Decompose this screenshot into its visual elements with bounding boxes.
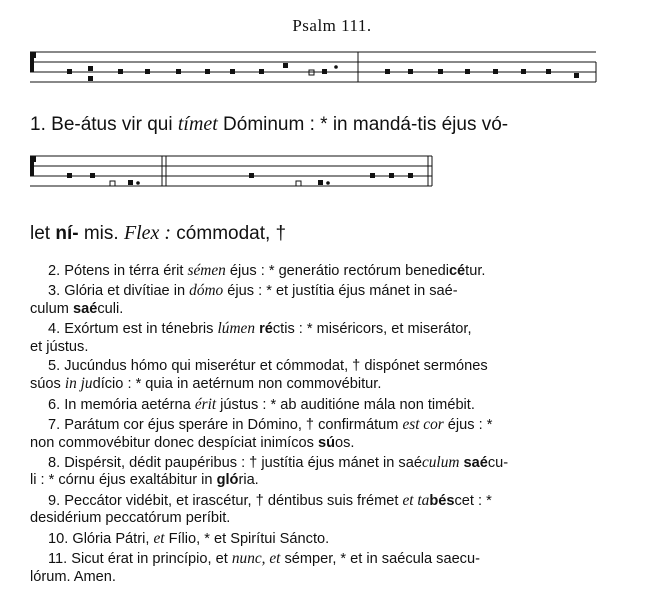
verse-text: saé — [72, 300, 98, 317]
verse-text: 8. Dispérsit, dédit paupéribus : † justítia éjus mánet in saé — [48, 455, 422, 472]
verse-text: lúmen — [217, 320, 255, 338]
verse-text: culum — [421, 454, 460, 472]
verse-text: non commovébitur donec despíciat inimícos — [30, 434, 318, 451]
verse-text: 9. Peccátor vidébit, et irascétur, † déntibus suis frémet — [48, 492, 403, 509]
verse-text: sú — [317, 434, 335, 451]
verse-text: os. — [335, 434, 355, 451]
verse-text: cu- — [487, 455, 509, 472]
verse-line — [30, 301, 600, 318]
verse-text: saé — [463, 455, 488, 472]
verse-line — [30, 339, 600, 356]
verse-text: ré — [259, 321, 273, 338]
verse-line — [30, 510, 600, 527]
verse-1-line-2: let ní- mis. Flex : cómmodat, † — [30, 222, 287, 244]
verse-text: 3. Glória et divítiae in — [48, 283, 190, 300]
verse-text: jústus : * ab auditióne mála non timébit. — [216, 396, 475, 413]
verse-text: ria. — [238, 472, 259, 489]
verse-text: in ju — [64, 375, 93, 393]
verse-text: dómo — [189, 282, 224, 300]
verse-text: dício : * quia in aetérnum non commovébitur. — [92, 376, 382, 393]
verse-line — [30, 320, 600, 338]
verse-text: sémen — [187, 262, 226, 279]
verse-line — [30, 454, 600, 472]
verse-line — [30, 282, 600, 300]
verse-text: súos — [30, 376, 65, 393]
verse-text: tur. — [465, 263, 486, 279]
verse-text: cé — [448, 263, 466, 279]
verse-text: érit — [194, 395, 217, 413]
verse-line — [30, 569, 600, 586]
verse-line — [30, 375, 600, 393]
verse-text: bés — [429, 492, 455, 509]
verse-text: 2. Pótens in térra érit — [48, 263, 188, 279]
verse — [30, 550, 600, 586]
verse-line — [30, 358, 600, 375]
verse — [30, 320, 600, 356]
verse-text: et jústus. — [30, 338, 89, 355]
verse-line — [30, 492, 600, 510]
verse-text: desidérium peccatórum períbit. — [30, 510, 231, 527]
verse-text: cet : * — [454, 492, 492, 509]
verse-text: et ta — [402, 491, 430, 509]
chant-staff-2 — [0, 140, 664, 220]
verse — [30, 282, 600, 318]
verse-line — [30, 396, 600, 414]
verse-text: lórum. Amen. — [30, 568, 116, 585]
verse-text: 10. Glória Pátri, — [48, 530, 154, 547]
verse — [30, 530, 600, 548]
verse — [30, 492, 600, 528]
psalm-title: Psalm 111. — [292, 16, 372, 35]
verse-text: et — [153, 529, 165, 547]
chant-staff-1 — [0, 0, 664, 110]
verse-text: est cor — [402, 416, 444, 434]
verse-text: 5. Jucúndus hómo qui miserétur et cómmodat, † dispónet sermónes — [48, 358, 488, 375]
verse-text: Fílio, * et Spirítui Sáncto. — [164, 530, 330, 547]
verse-text: 6. In memória aetérna — [48, 396, 195, 413]
verse-1-line-1: 1. Be-átus vir qui tímet Dóminum : * in mandá-tis éjus vó- — [30, 113, 509, 135]
verse-line — [30, 416, 600, 434]
verse — [30, 358, 600, 394]
verse-text: li : * córnu éjus exaltábitur in — [30, 472, 217, 489]
verse-text: éjus : * et justítia éjus mánet in saé- — [223, 283, 458, 300]
verse — [30, 416, 600, 452]
verse-text: gló — [216, 472, 239, 489]
verse-text: ctis : * miséricors, et miserátor, — [272, 321, 472, 338]
verse-text: sémper, * et in saécula saecu- — [280, 551, 480, 568]
verse — [30, 396, 600, 414]
verse-line — [30, 262, 600, 280]
verse-number: 1. — [30, 114, 46, 135]
psalm-verses — [30, 262, 600, 588]
verse — [30, 454, 600, 490]
verse-line — [30, 472, 600, 489]
verse-line — [30, 530, 600, 548]
verse-line — [30, 550, 600, 568]
verse-line — [30, 435, 600, 452]
verse-text: éjus : * — [443, 417, 493, 434]
verse-text: culum — [30, 300, 73, 317]
verse — [30, 262, 600, 280]
verse-text: 4. Exórtum est in ténebris — [48, 321, 218, 338]
verse-text: éjus : * generátio rectórum benedi — [225, 263, 449, 279]
verse-text: 7. Parátum cor éjus speráre in Dómino, † confirmátum — [48, 417, 403, 434]
verse-text: nunc, et — [231, 550, 281, 568]
verse-text: 11. Sicut érat in princípio, et — [48, 551, 232, 568]
verse-text: culi. — [97, 300, 124, 317]
